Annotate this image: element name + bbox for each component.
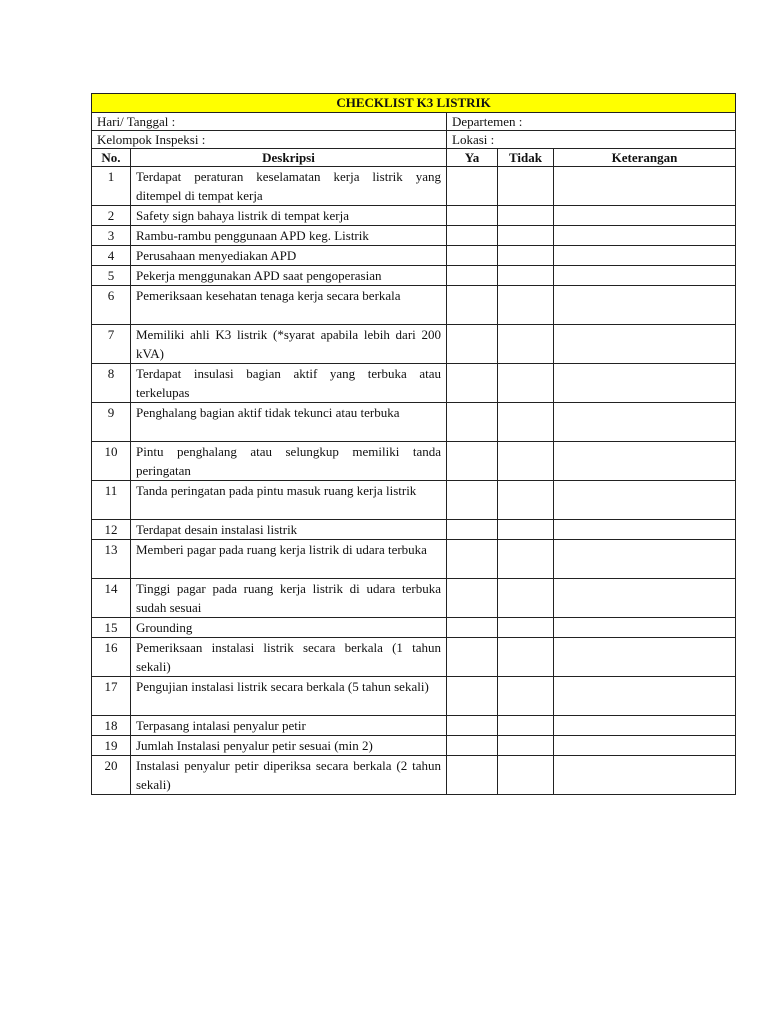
tidak-checkbox-cell[interactable] bbox=[498, 638, 554, 677]
row-description: Tanda peringatan pada pintu masuk ruang kerja listrik bbox=[131, 481, 447, 520]
checklist-table bbox=[91, 93, 736, 795]
keterangan-cell[interactable] bbox=[554, 286, 736, 325]
ya-checkbox-cell[interactable] bbox=[447, 677, 498, 716]
tidak-checkbox-cell[interactable] bbox=[498, 618, 554, 638]
keterangan-cell[interactable] bbox=[554, 481, 736, 520]
tidak-checkbox-cell[interactable] bbox=[498, 756, 554, 795]
ya-checkbox-cell[interactable] bbox=[447, 325, 498, 364]
row-description: Pemeriksaan instalasi listrik secara berkala (1 tahun sekali) bbox=[131, 638, 447, 677]
hari-tanggal-field[interactable]: Hari/ Tanggal : bbox=[92, 113, 447, 131]
ya-checkbox-cell[interactable] bbox=[447, 540, 498, 579]
row-number: 10 bbox=[92, 442, 131, 481]
row-number: 2 bbox=[92, 206, 131, 226]
row-number: 5 bbox=[92, 266, 131, 286]
table-row bbox=[92, 756, 736, 795]
column-header-no: No. bbox=[92, 149, 131, 167]
row-number: 20 bbox=[92, 756, 131, 795]
ya-checkbox-cell[interactable] bbox=[447, 226, 498, 246]
row-number: 14 bbox=[92, 579, 131, 618]
row-number: 16 bbox=[92, 638, 131, 677]
keterangan-cell[interactable] bbox=[554, 246, 736, 266]
row-description: Pengujian instalasi listrik secara berkala (5 tahun sekali) bbox=[131, 677, 447, 716]
row-number: 15 bbox=[92, 618, 131, 638]
row-description: Terdapat desain instalasi listrik bbox=[131, 520, 447, 540]
tidak-checkbox-cell[interactable] bbox=[498, 540, 554, 579]
tidak-checkbox-cell[interactable] bbox=[498, 736, 554, 756]
row-description: Penghalang bagian aktif tidak tekunci atau terbuka bbox=[131, 403, 447, 442]
ya-checkbox-cell[interactable] bbox=[447, 266, 498, 286]
tidak-checkbox-cell[interactable] bbox=[498, 442, 554, 481]
ya-checkbox-cell[interactable] bbox=[447, 246, 498, 266]
ya-checkbox-cell[interactable] bbox=[447, 442, 498, 481]
keterangan-cell[interactable] bbox=[554, 618, 736, 638]
ya-checkbox-cell[interactable] bbox=[447, 736, 498, 756]
ya-checkbox-cell[interactable] bbox=[447, 403, 498, 442]
tidak-checkbox-cell[interactable] bbox=[498, 716, 554, 736]
keterangan-cell[interactable] bbox=[554, 540, 736, 579]
table-row bbox=[92, 520, 736, 540]
keterangan-cell[interactable] bbox=[554, 756, 736, 795]
row-description: Instalasi penyalur petir diperiksa secara berkala (2 tahun sekali) bbox=[131, 756, 447, 795]
kelompok-inspeksi-field[interactable]: Kelompok Inspeksi : bbox=[92, 131, 447, 149]
ya-checkbox-cell[interactable] bbox=[447, 481, 498, 520]
tidak-checkbox-cell[interactable] bbox=[498, 266, 554, 286]
keterangan-cell[interactable] bbox=[554, 442, 736, 481]
tidak-checkbox-cell[interactable] bbox=[498, 520, 554, 540]
table-row bbox=[92, 618, 736, 638]
table-row bbox=[92, 579, 736, 618]
tidak-checkbox-cell[interactable] bbox=[498, 677, 554, 716]
keterangan-cell[interactable] bbox=[554, 206, 736, 226]
column-header-keterangan: Keterangan bbox=[554, 149, 736, 167]
ya-checkbox-cell[interactable] bbox=[447, 716, 498, 736]
tidak-checkbox-cell[interactable] bbox=[498, 246, 554, 266]
tidak-checkbox-cell[interactable] bbox=[498, 206, 554, 226]
keterangan-cell[interactable] bbox=[554, 579, 736, 618]
table-row bbox=[92, 736, 736, 756]
row-description: Terdapat peraturan keselamatan kerja listrik yang ditempel di tempat kerja bbox=[131, 167, 447, 206]
row-number: 4 bbox=[92, 246, 131, 266]
keterangan-cell[interactable] bbox=[554, 266, 736, 286]
tidak-checkbox-cell[interactable] bbox=[498, 364, 554, 403]
tidak-checkbox-cell[interactable] bbox=[498, 226, 554, 246]
row-description: Jumlah Instalasi penyalur petir sesuai (min 2) bbox=[131, 736, 447, 756]
row-number: 12 bbox=[92, 520, 131, 540]
tidak-checkbox-cell[interactable] bbox=[498, 403, 554, 442]
row-description: Pemeriksaan kesehatan tenaga kerja secara berkala bbox=[131, 286, 447, 325]
meta-row-2 bbox=[92, 131, 736, 149]
keterangan-cell[interactable] bbox=[554, 716, 736, 736]
lokasi-field[interactable]: Lokasi : bbox=[447, 131, 736, 149]
row-number: 1 bbox=[92, 167, 131, 206]
ya-checkbox-cell[interactable] bbox=[447, 167, 498, 206]
tidak-checkbox-cell[interactable] bbox=[498, 325, 554, 364]
tidak-checkbox-cell[interactable] bbox=[498, 286, 554, 325]
table-row bbox=[92, 442, 736, 481]
row-description: Tinggi pagar pada ruang kerja listrik di udara terbuka sudah sesuai bbox=[131, 579, 447, 618]
table-row bbox=[92, 226, 736, 246]
keterangan-cell[interactable] bbox=[554, 638, 736, 677]
row-description: Memberi pagar pada ruang kerja listrik di udara terbuka bbox=[131, 540, 447, 579]
keterangan-cell[interactable] bbox=[554, 520, 736, 540]
keterangan-cell[interactable] bbox=[554, 226, 736, 246]
table-row bbox=[92, 325, 736, 364]
row-number: 6 bbox=[92, 286, 131, 325]
ya-checkbox-cell[interactable] bbox=[447, 579, 498, 618]
keterangan-cell[interactable] bbox=[554, 736, 736, 756]
table-row bbox=[92, 364, 736, 403]
row-description: Pekerja menggunakan APD saat pengoperasian bbox=[131, 266, 447, 286]
table-row bbox=[92, 266, 736, 286]
table-row bbox=[92, 246, 736, 266]
row-number: 9 bbox=[92, 403, 131, 442]
row-number: 11 bbox=[92, 481, 131, 520]
tidak-checkbox-cell[interactable] bbox=[498, 481, 554, 520]
column-header-deskripsi: Deskripsi bbox=[131, 149, 447, 167]
ya-checkbox-cell[interactable] bbox=[447, 520, 498, 540]
tidak-checkbox-cell[interactable] bbox=[498, 167, 554, 206]
keterangan-cell[interactable] bbox=[554, 677, 736, 716]
row-number: 3 bbox=[92, 226, 131, 246]
keterangan-cell[interactable] bbox=[554, 167, 736, 206]
column-header-ya: Ya bbox=[447, 149, 498, 167]
row-description: Safety sign bahaya listrik di tempat kerja bbox=[131, 206, 447, 226]
table-row bbox=[92, 206, 736, 226]
title-row bbox=[92, 94, 736, 113]
row-description: Terdapat insulasi bagian aktif yang terbuka atau terkelupas bbox=[131, 364, 447, 403]
keterangan-cell[interactable] bbox=[554, 325, 736, 364]
row-description: Rambu-rambu penggunaan APD keg. Listrik bbox=[131, 226, 447, 246]
keterangan-cell[interactable] bbox=[554, 403, 736, 442]
table-row bbox=[92, 716, 736, 736]
row-description: Pintu penghalang atau selungkup memiliki tanda peringatan bbox=[131, 442, 447, 481]
header-row bbox=[92, 149, 736, 167]
meta-row-1 bbox=[92, 113, 736, 131]
row-number: 18 bbox=[92, 716, 131, 736]
keterangan-cell[interactable] bbox=[554, 364, 736, 403]
row-number: 19 bbox=[92, 736, 131, 756]
ya-checkbox-cell[interactable] bbox=[447, 618, 498, 638]
table-row bbox=[92, 286, 736, 325]
tidak-checkbox-cell[interactable] bbox=[498, 579, 554, 618]
ya-checkbox-cell[interactable] bbox=[447, 286, 498, 325]
row-description: Grounding bbox=[131, 618, 447, 638]
row-number: 17 bbox=[92, 677, 131, 716]
row-number: 7 bbox=[92, 325, 131, 364]
table-row bbox=[92, 167, 736, 206]
row-number: 8 bbox=[92, 364, 131, 403]
table-row bbox=[92, 540, 736, 579]
row-description: Memiliki ahli K3 listrik (*syarat apabila lebih dari 200 kVA) bbox=[131, 325, 447, 364]
ya-checkbox-cell[interactable] bbox=[447, 206, 498, 226]
ya-checkbox-cell[interactable] bbox=[447, 364, 498, 403]
ya-checkbox-cell[interactable] bbox=[447, 756, 498, 795]
table-row bbox=[92, 481, 736, 520]
ya-checkbox-cell[interactable] bbox=[447, 638, 498, 677]
row-description: Terpasang intalasi penyalur petir bbox=[131, 716, 447, 736]
table-row bbox=[92, 677, 736, 716]
checklist-title: CHECKLIST K3 LISTRIK bbox=[92, 94, 736, 113]
table-row bbox=[92, 403, 736, 442]
row-number: 13 bbox=[92, 540, 131, 579]
departemen-field[interactable]: Departemen : bbox=[447, 113, 736, 131]
table-row bbox=[92, 638, 736, 677]
row-description: Perusahaan menyediakan APD bbox=[131, 246, 447, 266]
column-header-tidak: Tidak bbox=[498, 149, 554, 167]
